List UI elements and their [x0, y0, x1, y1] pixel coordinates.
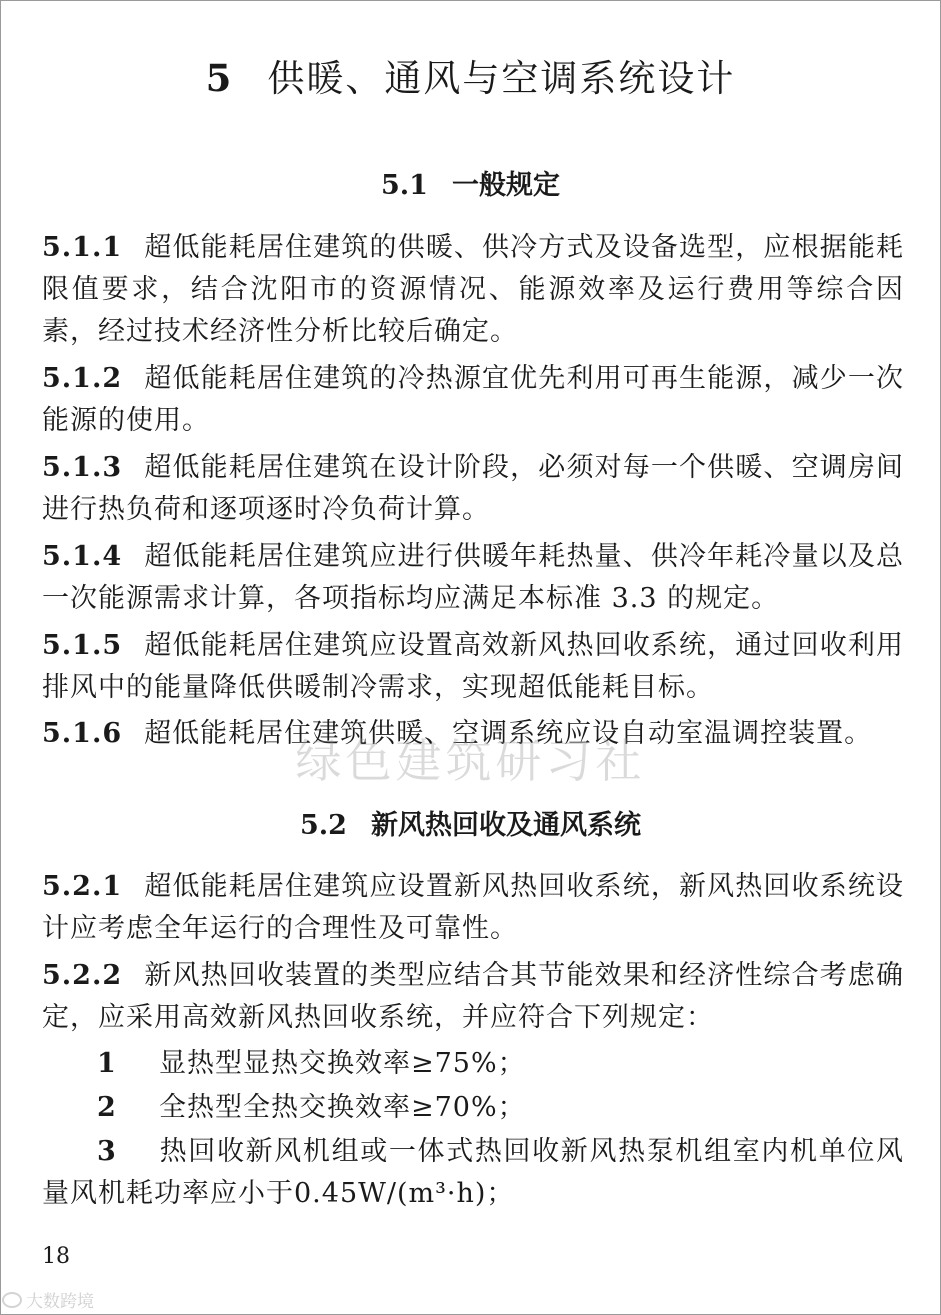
clause-text: 新风热回收装置的类型应结合其节能效果和经济性综合考虑确定，应采用高效新风热回收系统，并应符合下列规定： [42, 960, 904, 1033]
page-number: 18 [42, 1244, 70, 1269]
clause-text: 超低能耗居住建筑应设置高效新风热回收系统，通过回收利用排风中的能量降低供暖制冷需求，实现超低能耗目标。 [42, 630, 904, 703]
logo-watermark [2, 1287, 94, 1312]
chapter-title-text: 供暖、通风与空调系统设计 [267, 57, 736, 100]
item-number: 2 [97, 1092, 117, 1123]
item-text: 全热型全热交换效率≥70%； [159, 1092, 526, 1123]
logo-text: 大数跨境 [26, 1292, 94, 1312]
clause-5-1-5 [42, 625, 904, 709]
section-number: 5.1 [381, 170, 428, 201]
section-title-5-2 [0, 803, 941, 842]
list-item-2 [42, 1087, 904, 1129]
clause-5-2-1 [42, 866, 904, 950]
clause-5-1-1 [42, 227, 904, 353]
section-number: 5.2 [300, 810, 347, 841]
clause-5-1-4 [42, 536, 904, 620]
clause-number: 5.1.1 [42, 232, 123, 263]
watermark: 绿色建筑研习社 [295, 734, 646, 788]
item-number: 1 [97, 1048, 117, 1079]
clause-number: 5.1.6 [42, 718, 123, 749]
clause-text: 超低能耗居住建筑应进行供暖年耗热量、供冷年耗冷量以及总一次能源需求计算，各项指标均应满足本标准 3.3 的规定。 [42, 541, 904, 614]
logo-icon [2, 1292, 22, 1308]
clause-number: 5.1.5 [42, 630, 123, 661]
clause-text: 超低能耗居住建筑供暖、空调系统应设自动室温调控装置。 [144, 718, 873, 749]
item-text: 显热型显热交换效率≥75%； [159, 1048, 526, 1079]
chapter-number: 5 [205, 56, 234, 100]
item-text: 热回收新风机组或一体式热回收新风热泵机组室内机单位风量风机耗功率应小于0.45W/(m³·h)； [42, 1136, 904, 1209]
clause-number: 5.1.2 [42, 363, 123, 394]
clause-number: 5.1.4 [42, 541, 123, 572]
clause-5-1-3 [42, 447, 904, 531]
clause-text: 超低能耗居住建筑在设计阶段，必须对每一个供暖、空调房间进行热负荷和逐项逐时冷负荷计算。 [42, 452, 904, 525]
list-item-1 [42, 1043, 904, 1085]
clause-5-1-2 [42, 358, 904, 442]
clause-5-2-2 [42, 955, 904, 1039]
clause-number: 5.2.1 [42, 871, 123, 902]
list-item-3 [42, 1131, 904, 1215]
clause-text: 超低能耗居住建筑的冷热源宜优先利用可再生能源，减少一次能源的使用。 [42, 363, 904, 436]
chapter-title [0, 48, 941, 102]
clause-text: 超低能耗居住建筑的供暖、供冷方式及设备选型，应根据能耗限值要求，结合沈阳市的资源情况、能源效率及运行费用等综合因素，经过技术经济性分析比较后确定。 [42, 232, 904, 347]
clause-number: 5.1.3 [42, 452, 123, 483]
clause-text: 超低能耗居住建筑应设置新风热回收系统，新风热回收系统设计应考虑全年运行的合理性及可靠性。 [42, 871, 904, 944]
item-number: 3 [97, 1136, 117, 1167]
section-title-text: 新风热回收及通风系统 [370, 810, 641, 841]
section-title-5-1 [0, 163, 941, 202]
section-title-text: 一般规定 [451, 170, 560, 201]
clause-number: 5.2.2 [42, 960, 123, 991]
